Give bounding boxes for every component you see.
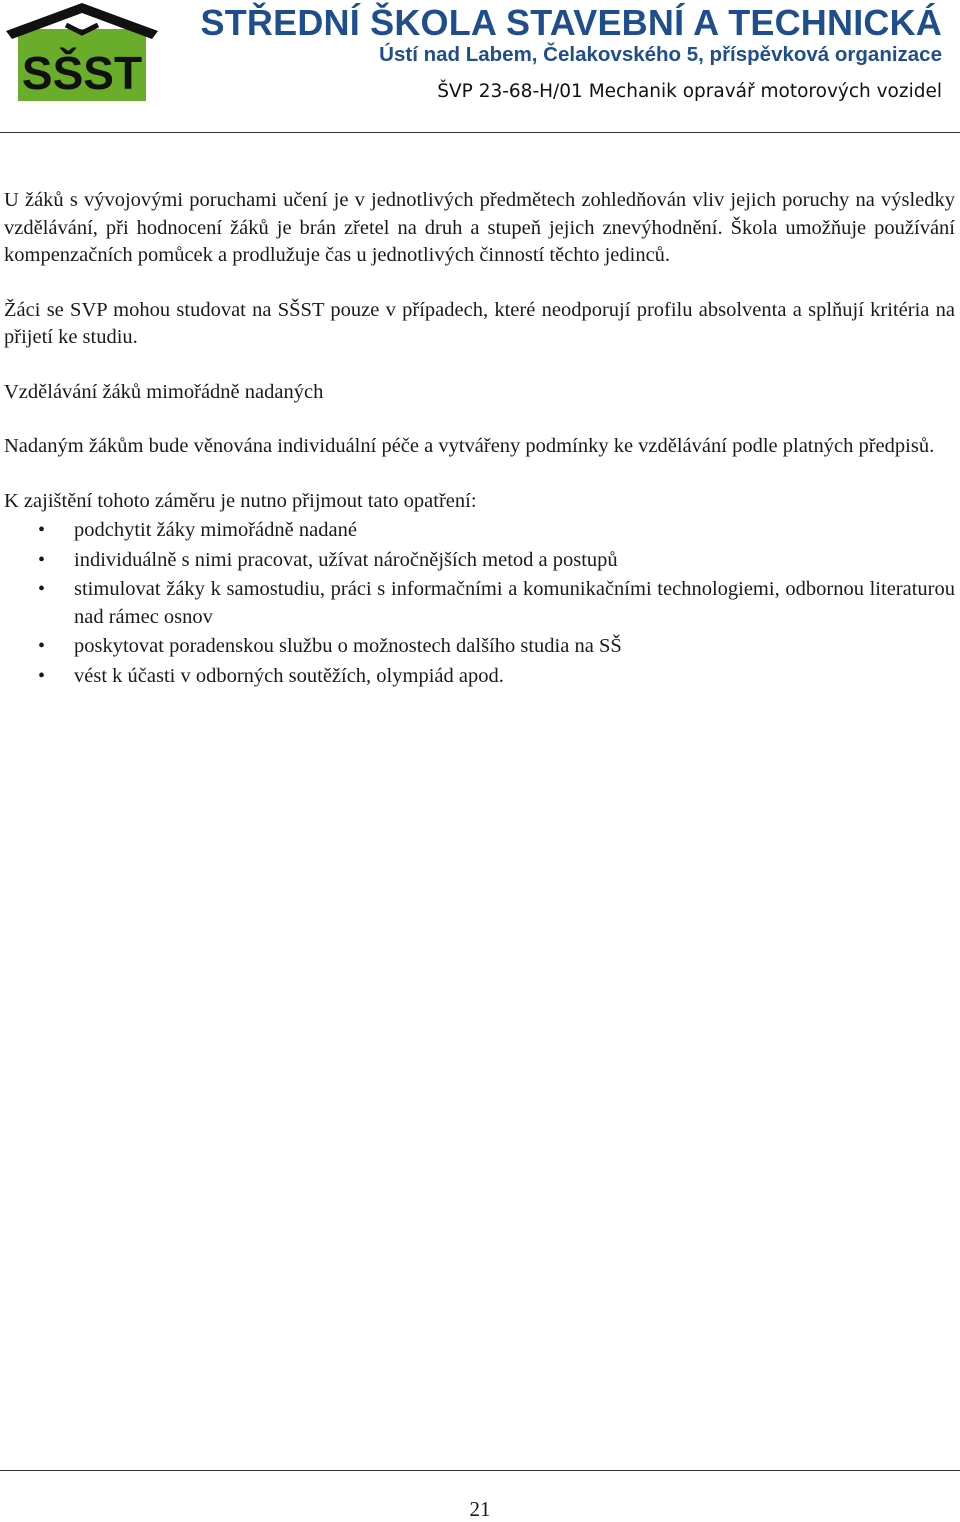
logo-text: SŠST <box>21 47 143 99</box>
list-item <box>4 663 955 691</box>
list-item-text: stimulovat žáky k samostudiu, práci s informačními a komunikačními technologiemi, odbornou literaturou nad rámec osnov <box>74 578 955 628</box>
paragraph-gifted-care: Nadaným žákům bude věnována individuální péče a vytvářeny podmínky ke vzdělávání podle platných předpisů. <box>4 435 935 457</box>
bullet-icon: • <box>38 519 46 541</box>
paragraph-learning-disorders: U žáků s vývojovými poruchami učení je v jednotlivých předmětech zohledňován vliv jejich poruchy na výsledky vzdělávání, při hodnocení žáků je brán zřetel na druh a stupeň jejich znevýhodnění. Škola umožňuje používání kompenzačních pomůcek a prodlužuje čas u jednotlivých činností těchto jedinců. <box>4 189 955 266</box>
list-item-text: podchytit žáky mimořádně nadané <box>74 519 357 541</box>
header-divider <box>0 132 960 133</box>
school-logo <box>4 3 160 103</box>
program-title: ŠVP 23-68-H/01 Mechanik opravář motorových vozidel <box>437 81 942 102</box>
section-heading-gifted: Vzdělávání žáků mimořádně nadaných <box>4 380 324 403</box>
document-body <box>4 187 955 692</box>
paragraph-svp-students: Žáci se SVP mohou studovat na SŠST pouze v případech, které neodporují profilu absolventa a splňují kritéria na přijetí ke studiu. <box>4 298 955 348</box>
bullet-icon: • <box>38 635 46 657</box>
bullet-icon: • <box>38 578 46 600</box>
paragraph-measures-intro: K zajištění tohoto záměru je nutno přijmout tato opatření: <box>4 489 477 512</box>
school-name: STŘEDNÍ ŠKOLA STAVEBNÍ A TECHNICKÁ <box>200 2 942 43</box>
measures-list <box>4 517 955 690</box>
page-number: 21 <box>469 1497 491 1521</box>
house-icon <box>4 3 160 103</box>
list-item-text: vést k účasti v odborných soutěžích, olympiád apod. <box>74 664 504 687</box>
bullet-icon: • <box>38 548 46 571</box>
list-item <box>4 547 955 575</box>
school-address: Ústí nad Labem, Čelakovského 5, příspěvková organizace <box>379 43 942 66</box>
list-item <box>4 517 955 545</box>
list-item <box>4 633 955 661</box>
footer-divider <box>0 1470 960 1471</box>
list-item <box>4 576 955 631</box>
list-item-text: individuálně s nimi pracovat, užívat náročnějších metod a postupů <box>74 548 618 571</box>
bullet-icon: • <box>38 664 46 687</box>
list-item-text: poskytovat poradenskou službu o možnostech dalšího studia na SŠ <box>74 635 622 657</box>
